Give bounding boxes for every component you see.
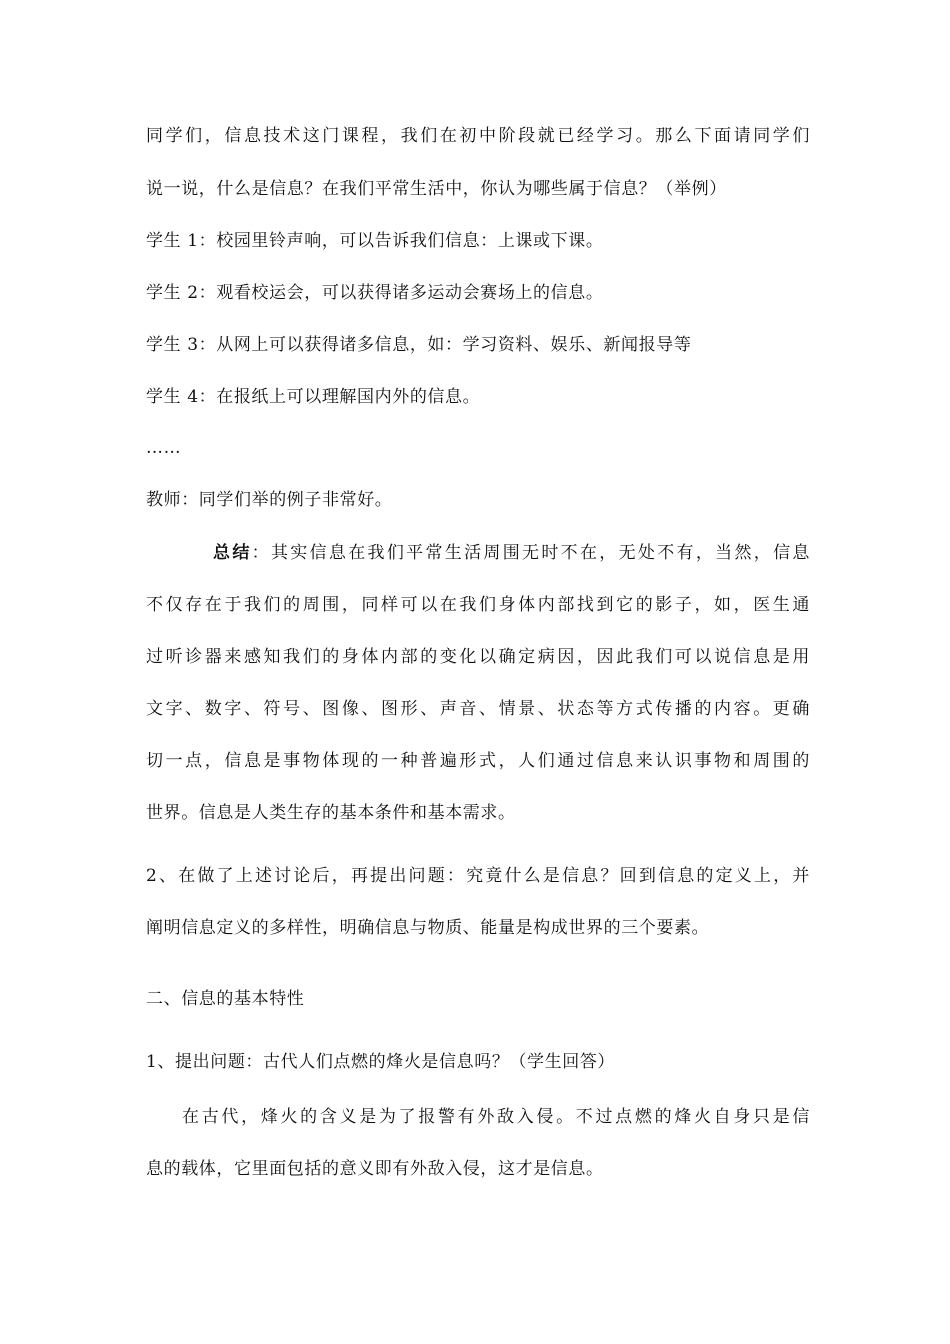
summary-first-line	[146, 541, 810, 565]
ellipsis-line: ……	[146, 438, 182, 458]
summary-line: 过听诊器来感知我们的身体内部的变化以确定病因，因此我们可以说信息是用	[146, 647, 810, 667]
summary-label: 总结	[213, 543, 252, 563]
summary-first-line-text: ：其实信息在我们平常生活周围无时不在，无处不有，当然，信息	[251, 543, 811, 563]
point-2-line: 阐明信息定义的多样性，明确信息与物质、能量是构成世界的三个要素。	[146, 918, 710, 938]
summary-line: 切一点，信息是事物体现的一种普遍形式，人们通过信息来认识事物和周围的	[146, 751, 810, 771]
student-answer-line: 学生 1：校园里铃声响，可以告诉我们信息：上课或下课。	[146, 231, 604, 251]
summary-line: 不仅存在于我们的周围，同样可以在我们身体内部找到它的影子，如，医生通	[146, 595, 810, 615]
student-answer-line: 学生 2：观看校运会，可以获得诸多运动会赛场上的信息。	[146, 283, 604, 303]
question-line: 1、提出问题：古代人们点燃的烽火是信息吗？（学生回答）	[146, 1052, 616, 1072]
summary-line: 文字、数字、符号、图像、图形、声音、情景、状态等方式传播的内容。更确	[146, 699, 810, 719]
student-answer-line: 学生 4：在报纸上可以理解国内外的信息。	[146, 387, 481, 407]
teacher-line: 教师：同学们举的例子非常好。	[146, 490, 393, 510]
student-answer-line: 学生 3：从网上可以获得诸多信息，如：学习资料、娱乐、新闻报导等	[146, 335, 692, 355]
answer-line: 在古代，烽火的含义是为了报警有外敌入侵。不过点燃的烽火自身只是信	[182, 1107, 810, 1127]
point-2-line: 2、在做了上述讨论后，再提出问题：究竟什么是信息？回到信息的定义上，并	[146, 866, 810, 886]
answer-line: 息的载体，它里面包括的意义即有外敌入侵，这才是信息。	[146, 1159, 604, 1179]
section-heading: 二、信息的基本特性	[146, 989, 305, 1009]
summary-line: 世界。信息是人类生存的基本条件和基本需求。	[146, 803, 516, 823]
paragraph-line: 同学们，信息技术这门课程，我们在初中阶段就已经学习。那么下面请同学们	[146, 126, 810, 146]
paragraph-line: 说一说，什么是信息？在我们平常生活中，你认为哪些属于信息？（举例）	[146, 179, 727, 199]
